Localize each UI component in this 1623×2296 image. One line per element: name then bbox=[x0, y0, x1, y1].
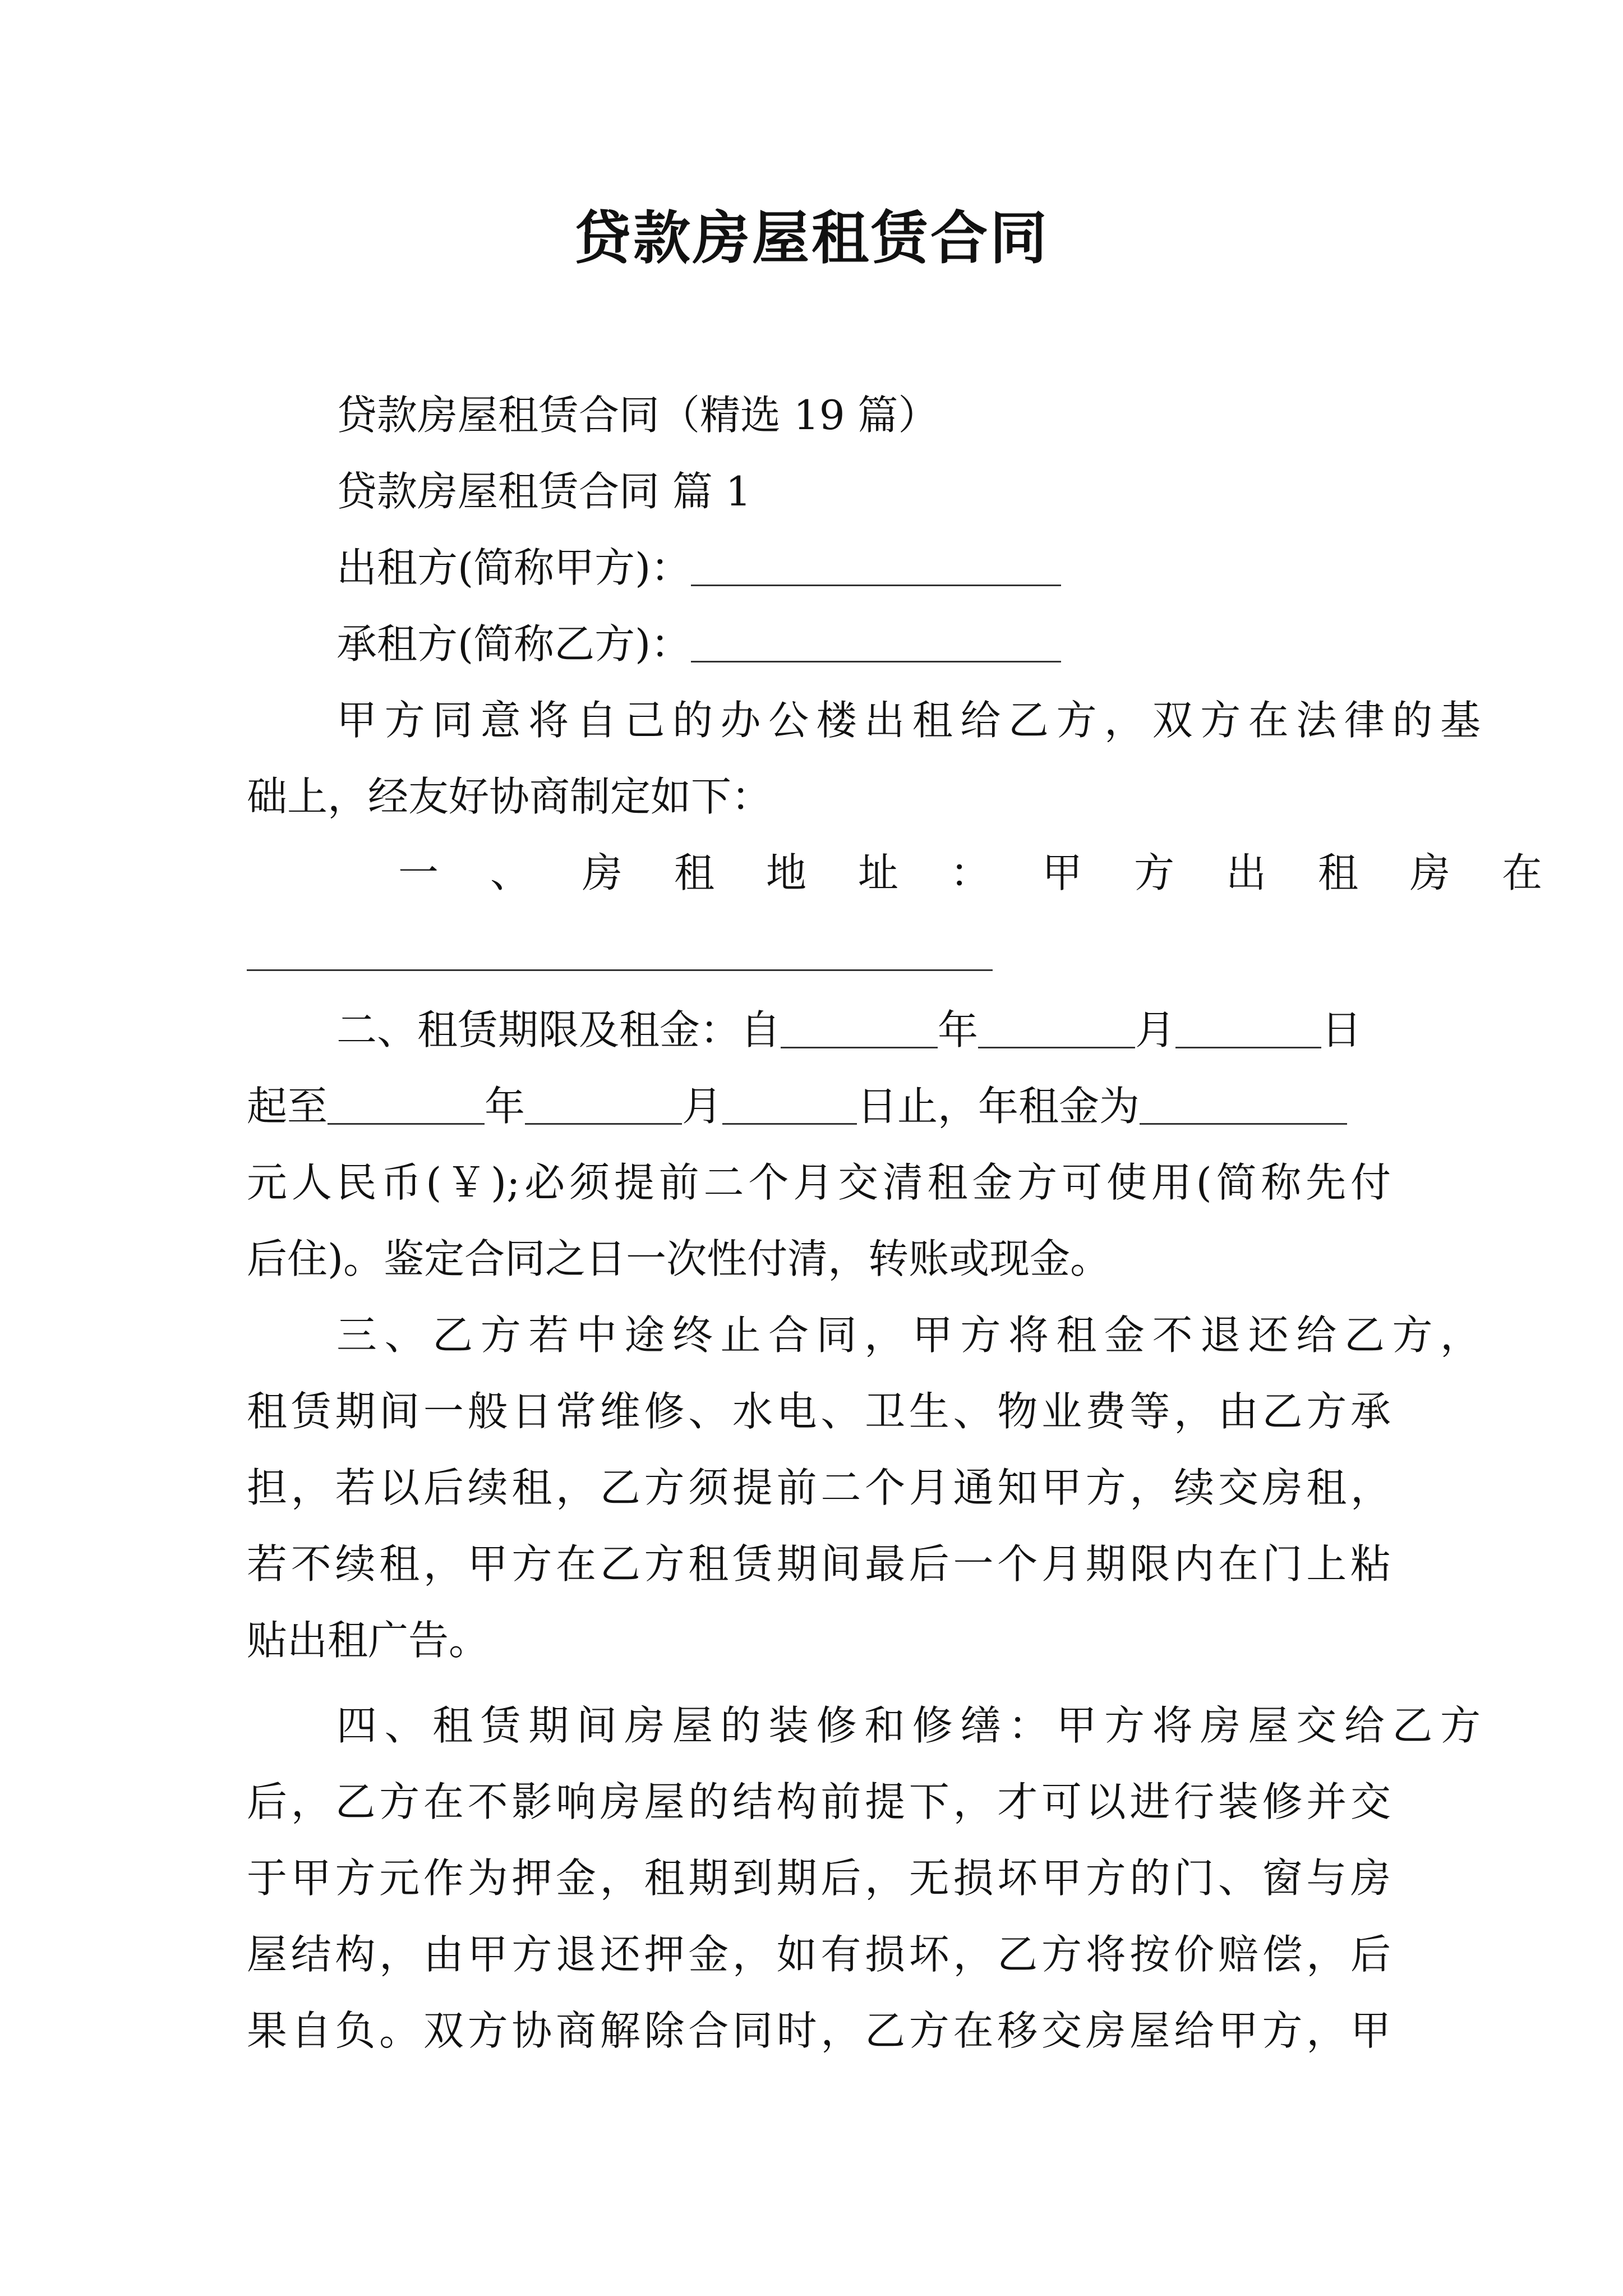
month-label: 月 bbox=[1135, 1006, 1176, 1053]
paragraph-line: 甲方同意将自己的办公楼出租给乙方，双方在法律的基 bbox=[336, 697, 1481, 744]
document-title: 贷款房屋租赁合同 bbox=[574, 205, 1049, 272]
start-day-blank bbox=[1175, 1047, 1321, 1048]
end-year-blank bbox=[328, 1123, 485, 1125]
section-heading: 贷款房屋租赁合同 篇 1 bbox=[336, 468, 751, 515]
year-label: 年 bbox=[485, 1083, 525, 1130]
lessee-blank bbox=[691, 661, 1061, 662]
paragraph-line: 担，若以后续租，乙方须提前二个月通知甲方，续交房租， bbox=[247, 1464, 1391, 1511]
subtitle-line: 贷款房屋租赁合同（精选 19 篇） bbox=[336, 392, 939, 439]
paragraph-line: 于甲方元作为押金，租期到期后，无损坏甲方的门、窗与房 bbox=[247, 1855, 1391, 1902]
end-month-blank bbox=[525, 1123, 682, 1125]
paragraph-line: 屋结构，由甲方退还押金，如有损坏，乙方将按价赔偿，后 bbox=[247, 1931, 1391, 1978]
rent-label: 日止，年租金为 bbox=[857, 1083, 1140, 1130]
start-year-blank bbox=[781, 1047, 938, 1048]
paragraph-line: 后住)。鉴定合同之日一次性付清，转账或现金。 bbox=[247, 1235, 1111, 1282]
lessee-line bbox=[247, 606, 1481, 682]
lessor-blank bbox=[691, 585, 1061, 586]
clause-3-line: 三、乙方若中途终止合同，甲方将租金不退还给乙方， bbox=[336, 1312, 1481, 1359]
clause-2-line bbox=[247, 992, 1481, 1068]
paragraph-line: 若不续租，甲方在乙方租赁期间最后一个月期限内在门上粘 bbox=[247, 1540, 1391, 1588]
paragraph-line: 后，乙方在不影响房屋的结构前提下，才可以进行装修并交 bbox=[247, 1778, 1391, 1825]
paragraph-line: 贴出租广告。 bbox=[247, 1617, 490, 1664]
month-label: 月 bbox=[682, 1083, 723, 1130]
end-day-blank bbox=[722, 1123, 857, 1125]
clause-1-line: 一 、 房 租 地 址 ： 甲 方 出 租 房 在 bbox=[398, 849, 1542, 896]
day-label: 日 bbox=[1321, 1006, 1362, 1053]
paragraph-line: 租赁期间一般日常维修、水电、卫生、物业费等，由乙方承 bbox=[247, 1388, 1391, 1435]
year-label: 年 bbox=[938, 1006, 979, 1053]
lessee-label: 承租方(简称乙方)： bbox=[336, 620, 691, 668]
clause-2-label: 二、租赁期限及租金：自 bbox=[336, 1006, 781, 1053]
paragraph-line: 元人民币(￥);必须提前二个月交清租金方可使用(简称先付 bbox=[247, 1159, 1391, 1206]
lessor-line bbox=[247, 530, 1481, 606]
until-label: 起至 bbox=[247, 1083, 328, 1130]
paragraph-line: 果自负。双方协商解除合同时，乙方在移交房屋给甲方，甲 bbox=[247, 2007, 1391, 2054]
paragraph-line: 础上，经友好协商制定如下： bbox=[247, 773, 772, 820]
clause-4-line: 四、租赁期间房屋的装修和修缮：甲方将房屋交给乙方 bbox=[336, 1702, 1481, 1749]
lessor-label: 出租方(简称甲方)： bbox=[336, 544, 691, 591]
rent-amount-blank bbox=[1140, 1123, 1347, 1125]
start-month-blank bbox=[978, 1047, 1135, 1048]
address-blank bbox=[247, 969, 993, 971]
clause-2-line bbox=[247, 1068, 1391, 1144]
